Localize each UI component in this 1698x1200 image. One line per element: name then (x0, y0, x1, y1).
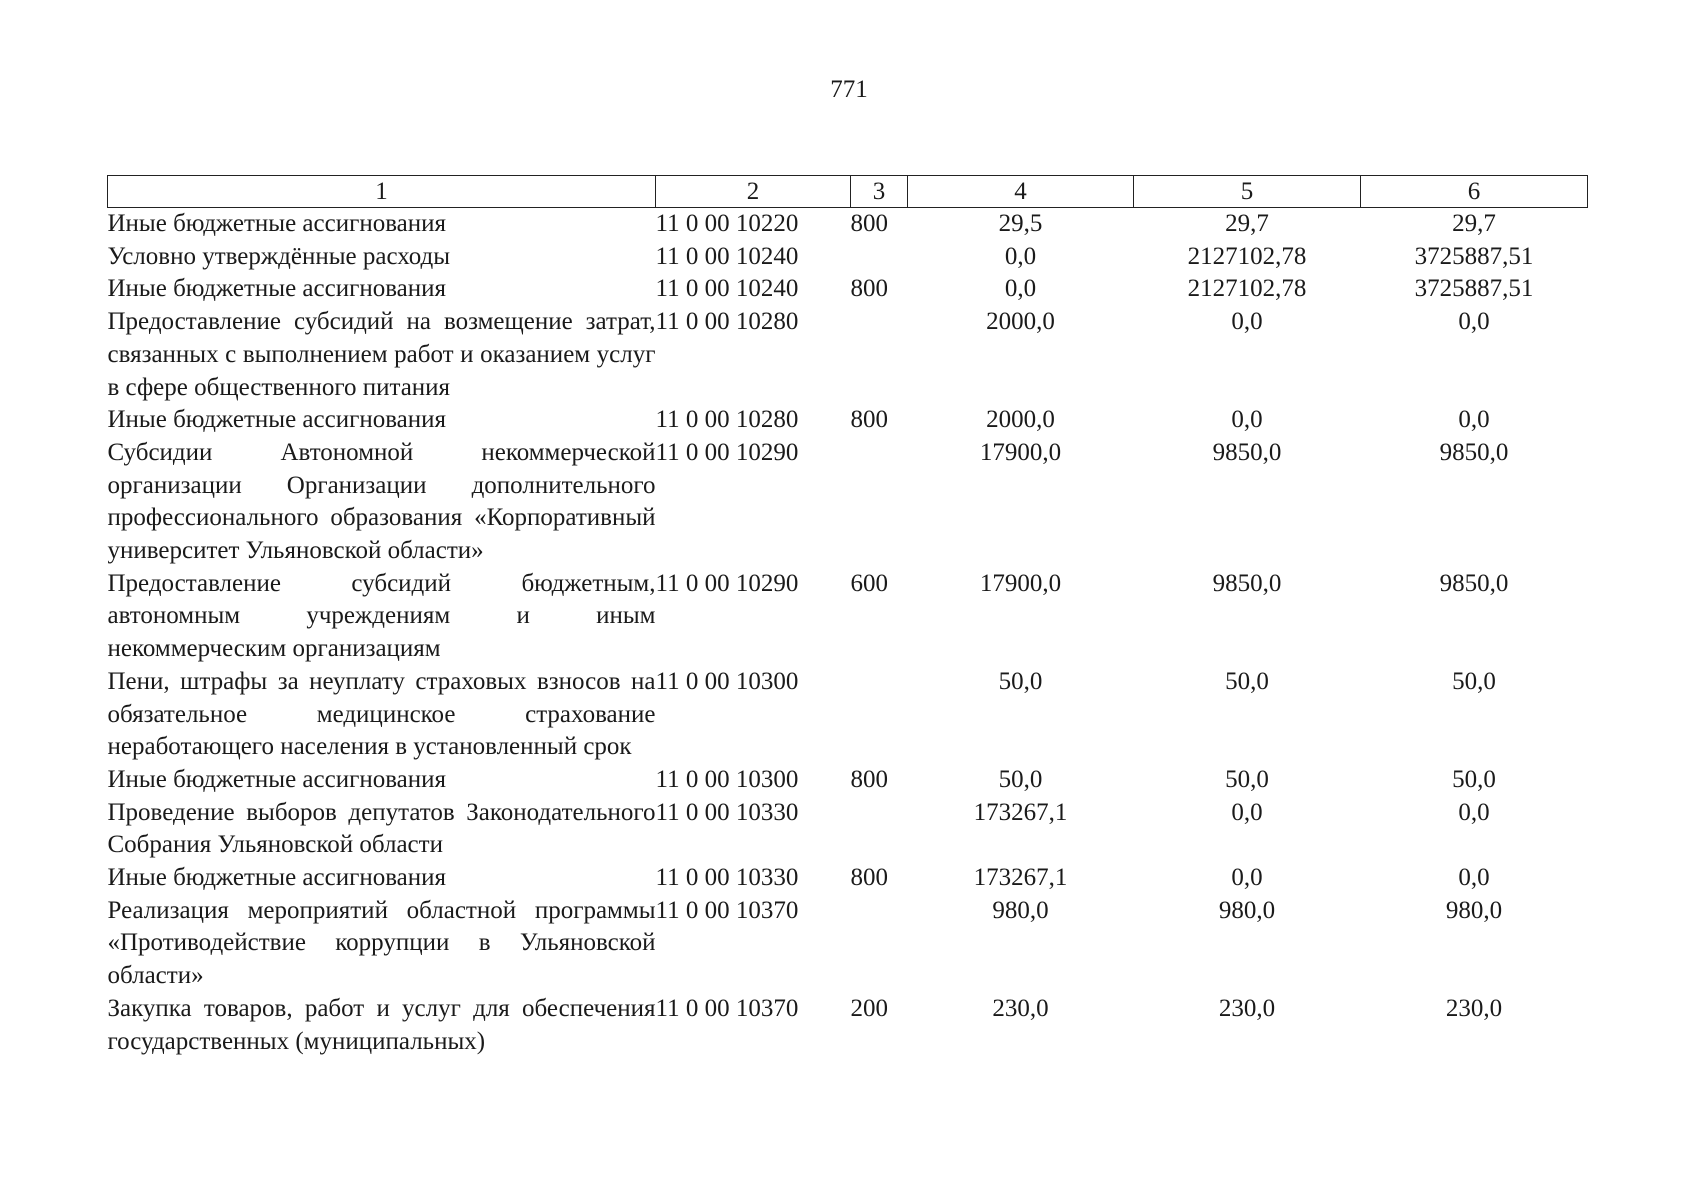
row-name: Иные бюджетные ассигнования (107, 406, 447, 434)
row-code: 11 0 00 10280 (655, 406, 799, 434)
row-value-6: 0,0 (1458, 864, 1490, 892)
row-value-6: 0,0 (1458, 406, 1490, 434)
row-code: 11 0 00 10240 (655, 275, 799, 303)
row-value-4: 0,0 (1004, 275, 1037, 303)
row-value-4: 173267,1 (973, 864, 1068, 892)
budget-table (107, 175, 1588, 1058)
row-value-4: 2000,0 (986, 308, 1055, 336)
row-value-4: 17900,0 (979, 569, 1062, 597)
row-name: Субсидии Автономной некоммерческой организации Организации дополнительного профессионального образования «Корпоративный университет Ульяновской области» (107, 438, 656, 565)
row-name: Условно утверждённые расходы (107, 242, 451, 270)
row-expense-type (851, 306, 908, 404)
row-expense-type: 800 (850, 275, 888, 303)
table-row (108, 306, 1588, 404)
row-expense-type (851, 895, 908, 993)
header-row (108, 176, 1588, 208)
row-name: Закупка товаров, работ и услуг для обеспечения государственных (муниципальных) (107, 994, 656, 1055)
table-row (108, 437, 1588, 568)
row-code: 11 0 00 10290 (655, 438, 799, 466)
row-value-6: 3725887,51 (1414, 275, 1534, 303)
row-expense-type (851, 437, 908, 568)
row-name: Иные бюджетные ассигнования (107, 275, 447, 303)
row-name: Проведение выборов депутатов Законодательного Собрания Ульяновской области (107, 798, 656, 859)
row-expense-type: 800 (850, 864, 888, 892)
row-value-6: 29,7 (1452, 210, 1496, 237)
row-value-4: 980,0 (992, 896, 1049, 924)
row-value-6: 3725887,51 (1414, 242, 1534, 270)
table-row (108, 797, 1588, 862)
table-row (108, 764, 1588, 797)
row-value-5: 0,0 (1231, 308, 1263, 336)
row-code: 11 0 00 10330 (655, 798, 799, 826)
row-expense-type: 800 (850, 210, 888, 237)
row-expense-type: 600 (850, 569, 888, 597)
header-col-5: 5 (1134, 176, 1361, 208)
header-col-4: 4 (908, 176, 1134, 208)
row-value-4: 50,0 (998, 765, 1043, 793)
row-value-6: 9850,0 (1439, 569, 1509, 597)
row-expense-type (851, 241, 908, 274)
row-value-6: 50,0 (1452, 765, 1496, 793)
header-col-3: 3 (851, 176, 908, 208)
table-row (108, 273, 1588, 306)
table-row (108, 993, 1588, 1058)
table-row (108, 568, 1588, 666)
row-value-4: 2000,0 (986, 406, 1055, 434)
row-value-5: 9850,0 (1212, 569, 1282, 597)
row-code: 11 0 00 10280 (655, 308, 799, 336)
row-value-5: 230,0 (1218, 994, 1276, 1022)
row-value-6: 0,0 (1458, 308, 1490, 336)
row-value-5: 29,7 (1225, 210, 1269, 237)
row-value-4: 0,0 (1004, 242, 1037, 270)
row-code: 11 0 00 10330 (655, 864, 799, 892)
row-value-5: 0,0 (1231, 406, 1263, 434)
row-code: 11 0 00 10370 (655, 994, 799, 1022)
table-row (108, 404, 1588, 437)
row-value-6: 0,0 (1458, 798, 1490, 826)
row-name: Иные бюджетные ассигнования (107, 864, 447, 892)
row-value-5: 50,0 (1225, 765, 1269, 793)
header-col-6: 6 (1361, 176, 1588, 208)
header-col-2: 2 (656, 176, 851, 208)
table-row (108, 862, 1588, 895)
row-value-5: 2127102,78 (1187, 242, 1307, 270)
row-expense-type: 800 (850, 765, 888, 793)
table-row (108, 241, 1588, 274)
table-row (108, 895, 1588, 993)
row-value-6: 230,0 (1445, 994, 1503, 1022)
row-value-5: 9850,0 (1212, 438, 1282, 466)
header-col-1: 1 (108, 176, 656, 208)
row-code: 11 0 00 10300 (655, 667, 799, 695)
row-value-6: 980,0 (1445, 896, 1503, 924)
row-value-4: 17900,0 (979, 438, 1062, 466)
row-code: 11 0 00 10240 (655, 242, 799, 270)
row-value-5: 0,0 (1231, 798, 1263, 826)
row-name: Реализация мероприятий областной программы «Противодействие коррупции в Ульяновской области» (107, 896, 656, 990)
row-value-4: 50,0 (998, 667, 1043, 695)
row-value-6: 9850,0 (1439, 438, 1509, 466)
row-code: 11 0 00 10300 (655, 765, 799, 793)
table-row (108, 666, 1588, 764)
row-name: Иные бюджетные ассигнования (107, 210, 447, 237)
row-name: Иные бюджетные ассигнования (107, 765, 447, 793)
page-number: 771 (830, 76, 868, 103)
row-expense-type (851, 797, 908, 862)
row-code: 11 0 00 10370 (655, 896, 799, 924)
row-value-5: 0,0 (1231, 864, 1263, 892)
row-value-6: 50,0 (1452, 667, 1496, 695)
row-expense-type: 800 (850, 406, 888, 434)
table-row (108, 208, 1588, 241)
row-value-4: 173267,1 (973, 798, 1068, 826)
row-value-5: 980,0 (1218, 896, 1276, 924)
row-value-4: 29,5 (998, 210, 1043, 237)
row-name: Предоставление субсидий бюджетным, автономным учреждениям и иным некоммерческим организациям (107, 569, 656, 663)
row-expense-type: 200 (850, 994, 888, 1022)
row-value-4: 230,0 (992, 994, 1049, 1022)
row-name: Пени, штрафы за неуплату страховых взносов на обязательное медицинское страхование неработающего населения в установленный срок (107, 667, 656, 761)
row-value-5: 2127102,78 (1187, 275, 1307, 303)
row-name: Предоставление субсидий на возмещение затрат, связанных с выполнением работ и оказанием услуг в сфере общественного питания (107, 308, 656, 401)
row-value-5: 50,0 (1225, 667, 1269, 695)
row-expense-type (851, 666, 908, 764)
row-code: 11 0 00 10220 (655, 210, 799, 237)
row-code: 11 0 00 10290 (655, 569, 799, 597)
